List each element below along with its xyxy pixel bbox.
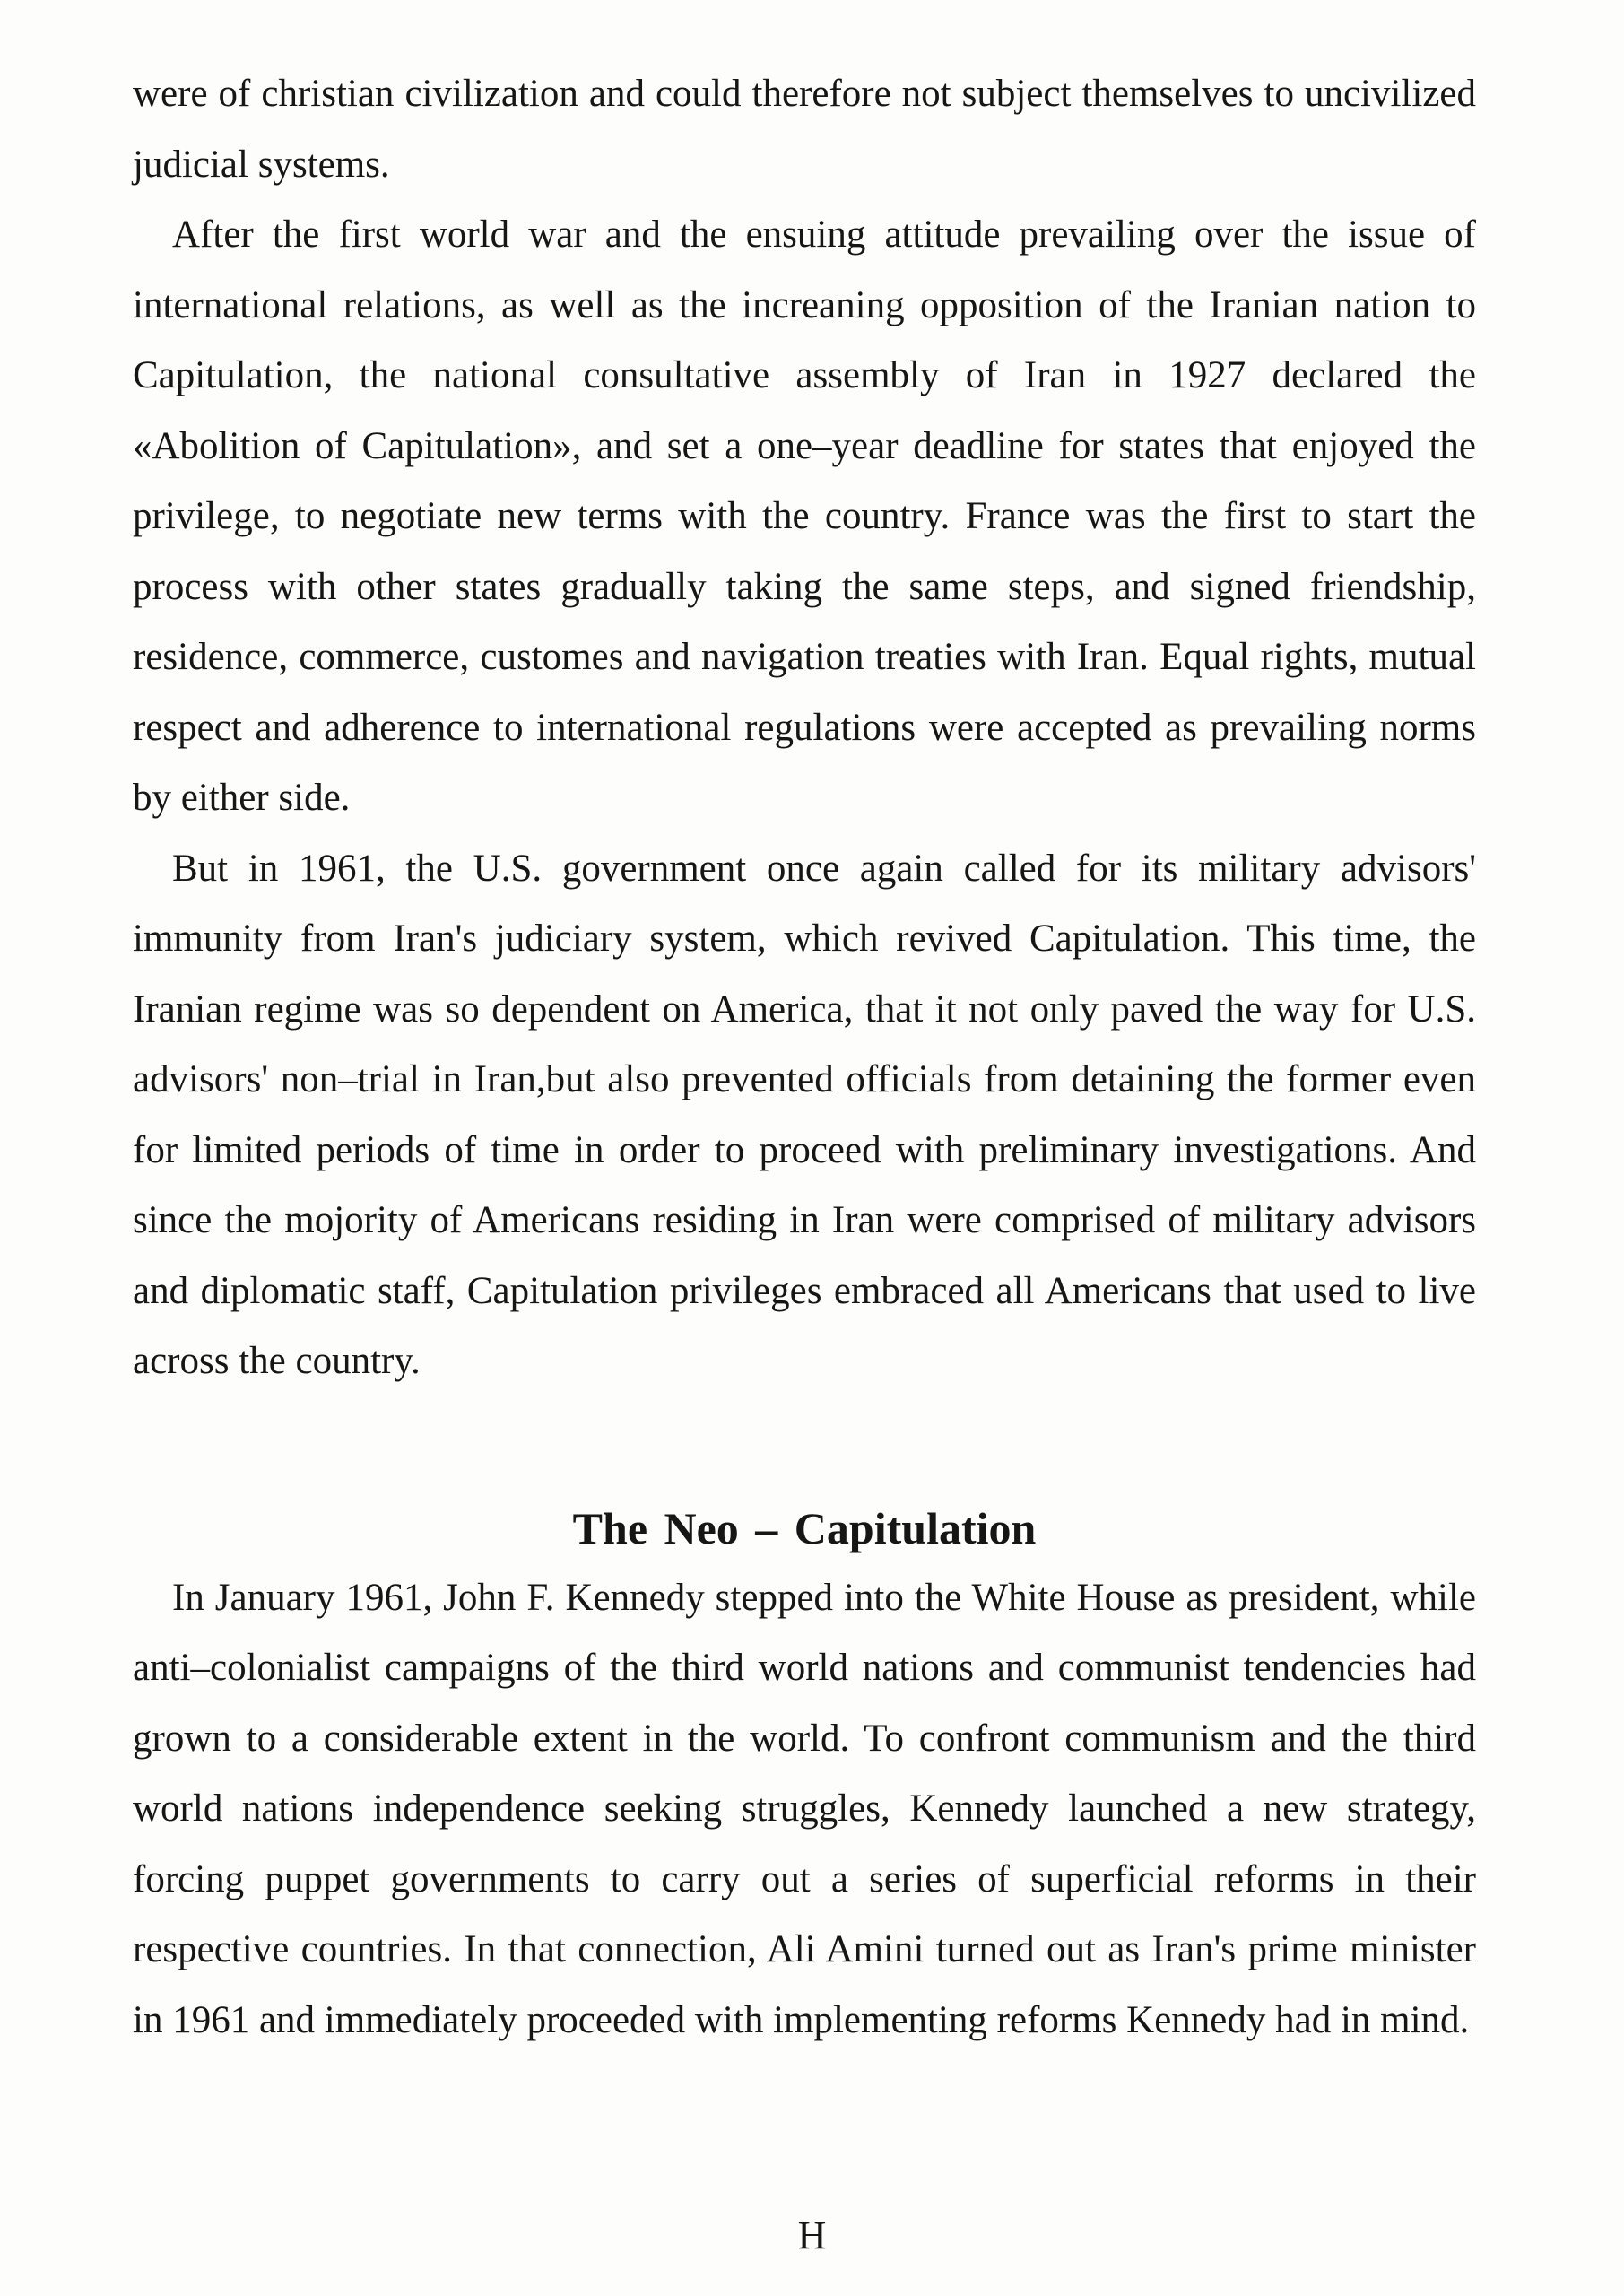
paragraph-kennedy-reforms: In January 1961, John F. Kennedy stepped into the White House as president, while anti–colonialist campaigns of the third world nations and communist tendencies had grown to a considerable extent in the world. To confront communism and the third world nations independence seeking struggles, Kennedy launched a new strategy, forcing puppet governments to carry out a series of superficial reforms in their respective countries. In that connection, Ali Amini turned out as Iran's prime minister in 1961 and immediately proceeded with implementing reforms Kennedy had in mind. <box>133 1576 1476 2041</box>
section-heading: The Neo – Capitulation <box>572 1502 1037 1553</box>
paragraph-continuation: were of christian civilization and could therefore not subject themselves to uncivilized judicial systems. <box>133 73 1476 186</box>
page-body <box>133 59 1476 2056</box>
paragraph-abolition-of-capitulation: After the first world war and the ensuing attitude prevailing over the issue of international relations, as well as the increaning opposition of the Iranian nation to Capitulation, the national consultative assembly of Iran in 1927 declared the «Abolition of Capitulation», and set a one–year deadline for states that enjoyed the privilege, to negotiate new terms with the country. France was the first to start the process with other states gradually taking the same steps, and signed friendship, residence, commerce, customes and navigation treaties with Iran. Equal rights, mutual respect and adherence to international regulations were accepted as prevailing norms by either side. <box>133 213 1476 819</box>
page-number: H <box>797 2213 827 2257</box>
paragraph-capitulation-revived: But in 1961, the U.S. government once again called for its military advisors' immunity from Iran's judiciary system, which revived Capitulation. This time, the Iranian regime was so dependent on America, that it not only paved the way for U.S. advisors' non–trial in Iran,but also prevented officials from detaining the former even for limited periods of time in order to proceed with preliminary investigations. And since the mojority of Americans residing in Iran were comprised of military advisors and diplomatic staff, Capitulation privileges embraced all Americans that used to live across the country. <box>133 847 1476 1382</box>
